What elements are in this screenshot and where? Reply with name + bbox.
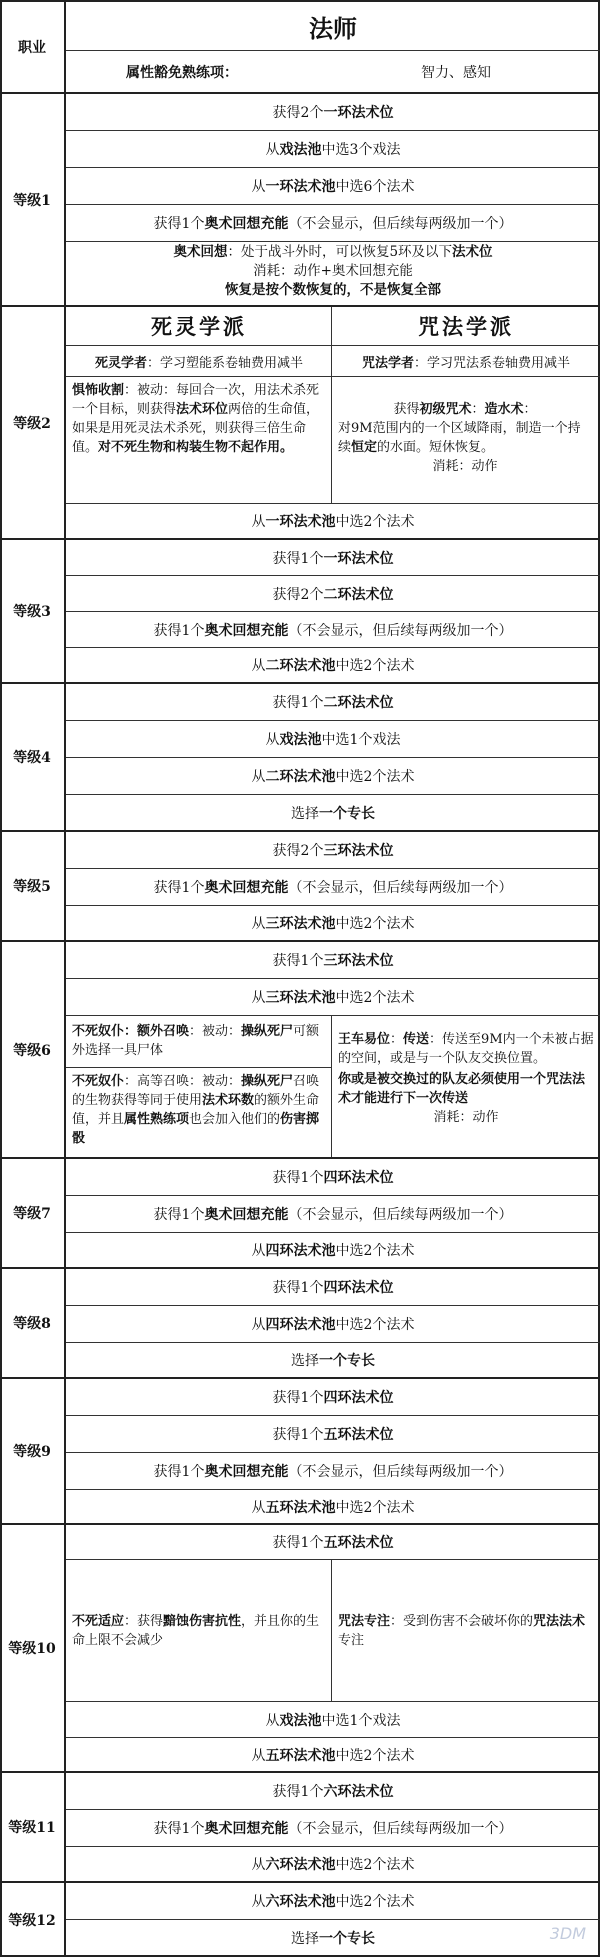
- level-label: 等级9: [13, 1444, 51, 1460]
- undead-thralls-greater-summon: 不死奴仆：高等召唤：被动：操纵死尸召唤的生物获得等同于使用法术环数的额外生命值，并且属性熟练项也会加入他们的伤害掷骰: [72, 1074, 320, 1146]
- level11-row1: 获得1个 六环法术位: [272, 1784, 394, 1800]
- level-label: 等级12: [8, 1913, 56, 1929]
- level1-row3: 从 一环法术池 中选6个法术: [251, 179, 415, 195]
- level10-row1: 获得1个 五环法术位: [272, 1535, 394, 1551]
- level4-row4: 选择 一个专长: [291, 805, 375, 822]
- class-title: 法师: [309, 13, 357, 43]
- grim-harvest-feature: 惧怖收割：被动：每回合一次，用法术杀死一个目标，则获得法术环位两倍的生命值，如果是用死灵法术杀死，则获得三倍生命值。对不死生物和构装生物不起作用。: [72, 383, 320, 455]
- level2-row-last: 从 一环法术池 中选2个法术: [251, 514, 415, 530]
- level3-row2: 获得2个 二环法术位: [272, 586, 394, 603]
- level-label: 等级2: [13, 415, 51, 432]
- level6-row2: 从 三环法术池 中选2个法术: [251, 990, 415, 1006]
- level4-row3: 从 二环法术池 中选2个法术: [251, 769, 415, 785]
- level9-row4: 从 五环法术池 中选2个法术: [251, 1499, 415, 1516]
- level1-row1: 获得2个 一环法术位: [272, 105, 394, 121]
- level3-row3: 获得1个 奥术回想充能 （不会显示，但后续每两级加一个）: [153, 622, 513, 639]
- school-divider: [331, 1015, 332, 1157]
- level-label: 等级7: [13, 1206, 51, 1222]
- level7-row1: 获得1个 四环法术位: [272, 1170, 394, 1186]
- level3-row4: 从 二环法术池 中选2个法术: [251, 658, 415, 674]
- level8-row3: 选择 一个专长: [291, 1353, 375, 1369]
- level1-row4: 获得1个 奥术回想充能 （不会显示，但后续每两级加一个）: [153, 216, 513, 232]
- level8-row1: 获得1个 四环法术位: [272, 1280, 394, 1296]
- minor-conjuration-feature: 获得初级咒术：造水术： 对9M范围内的一个区域降雨，制造一个持续恒定的水面。短休恢复。 消耗：动作: [338, 402, 581, 474]
- save-proficiency-value: 智力、感知: [421, 64, 491, 81]
- level11-row3: 从 六环法术池 中选2个法术: [251, 1857, 415, 1873]
- level3-row1: 获得1个 一环法术位: [272, 550, 394, 567]
- level8-row2: 从 四环法术池 中选2个法术: [251, 1317, 415, 1333]
- level11-row2: 获得1个 奥术回想充能 （不会显示，但后续每两级加一个）: [153, 1821, 513, 1837]
- level12-row1: 从 六环法术池 中选2个法术: [251, 1894, 415, 1910]
- level-label: 等级5: [13, 879, 51, 895]
- save-proficiency-row: [66, 51, 600, 92]
- level-label: 等级8: [13, 1316, 51, 1332]
- level9-row3: 获得1个 奥术回想充能 （不会显示，但后续每两级加一个）: [153, 1464, 513, 1480]
- level6-row1: 获得1个 三环法术位: [272, 953, 394, 969]
- level10-row3: 从 戏法池 中选1个戏法: [265, 1712, 401, 1729]
- arcane-recovery-feature: 奥术回想：处于战斗外时，可以恢复5环及以下法术位 消耗：动作+奥术回想充能 恢复是按个数恢复的，不是恢复全部: [173, 244, 493, 298]
- school-divider: [331, 307, 332, 503]
- watermark-logo: 3DM: [549, 1924, 586, 1943]
- level5-row2: 获得1个 奥术回想充能 （不会显示，但后续每两级加一个）: [153, 880, 513, 896]
- undead-thralls-extra-summon: 不死奴仆：额外召唤：被动：操纵死尸可额外选择一具尸体: [72, 1024, 320, 1058]
- level-label: 等级4: [13, 750, 51, 766]
- level-label: 等级1: [13, 192, 51, 209]
- necromancy-scholar: 死灵学者 ：学习塑能系卷轴费用减半: [94, 355, 304, 371]
- level-label: 等级6: [13, 1042, 51, 1059]
- undead-adaptation-feature: 不死适应：获得黯蚀伤害抗性，并且你的生命上限不会减少: [72, 1614, 320, 1648]
- level12-row2: 选择 一个专长: [291, 1930, 375, 1947]
- level-label: 等级10: [8, 1641, 56, 1657]
- save-proficiency-label: 属性豁免熟练项：: [126, 64, 238, 81]
- level-label: 等级11: [8, 1820, 56, 1836]
- level9-row1: 获得1个 四环法术位: [272, 1390, 394, 1406]
- level7-row2: 获得1个 奥术回想充能 （不会显示，但后续每两级加一个）: [153, 1207, 513, 1223]
- level9-row2: 获得1个 五环法术位: [272, 1427, 394, 1443]
- conjuration-scholar: 咒法学者 ：学习咒法系卷轴费用减半: [361, 355, 571, 371]
- level10-row4: 从 五环法术池 中选2个法术: [251, 1747, 415, 1764]
- school-necromancy-title: 死灵学派: [151, 314, 247, 339]
- level7-row3: 从 四环法术池 中选2个法术: [251, 1243, 415, 1259]
- level5-row1: 获得2个 三环法术位: [272, 843, 394, 859]
- level5-row3: 从 三环法术池 中选2个法术: [251, 916, 415, 932]
- level4-row1: 获得1个 二环法术位: [272, 695, 394, 711]
- level4-row2: 从 戏法池 中选1个戏法: [265, 732, 401, 748]
- class-column-label: 职业: [18, 40, 46, 56]
- school-conjuration-title: 咒法学派: [418, 314, 514, 339]
- benign-transposition-feature: 王车易位：传送：传送至9M内一个未被占据的空间，或是与一个队友交换位置。 你或是被交换过的队友必须使用一个咒法法术才能进行下一次传送 消耗：动作: [338, 1032, 594, 1125]
- conjuration-focus-feature: 咒法专注：受到伤害不会破坏你的咒法法术专注: [338, 1614, 586, 1648]
- school-divider: [331, 1559, 332, 1701]
- level-label: 等级3: [13, 604, 51, 620]
- level1-row2: 从 戏法池 中选3个戏法: [265, 142, 401, 158]
